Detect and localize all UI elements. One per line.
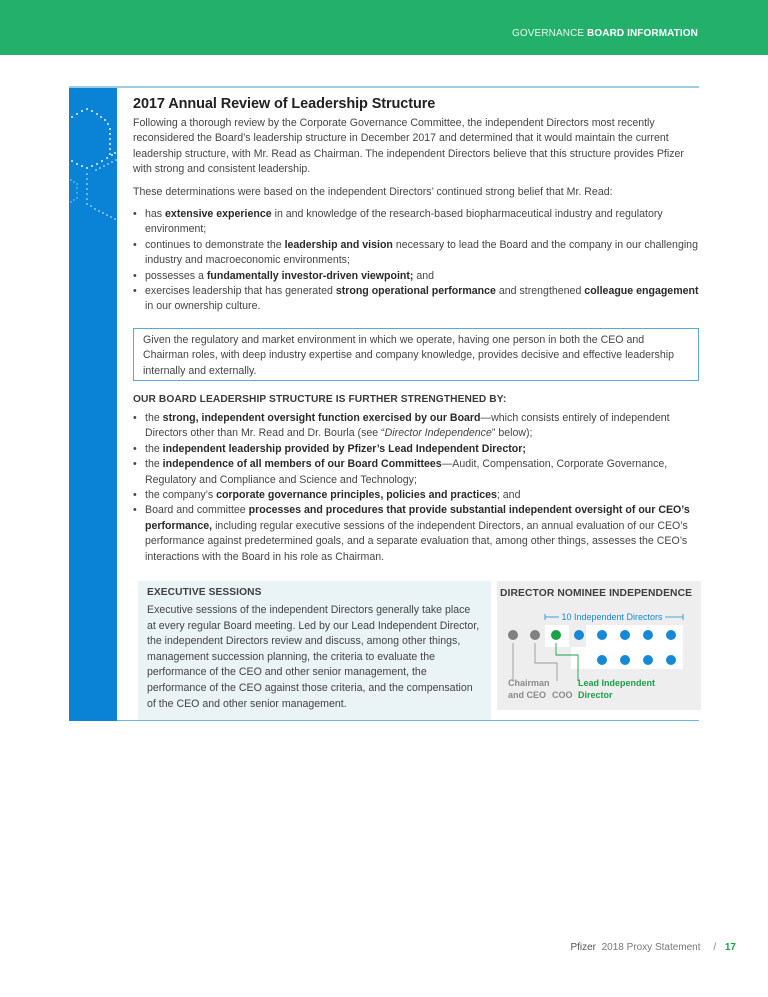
- intro-paragraph: Following a thorough review by the Corporate Governance Committee, the independent Directors most recently reconsidered the Board’s leadership structure in December 2017 and determined that it would maintain the current leadership structure, with Mr. Read as Chairman. The independent Directors believe that this structure provides Pfizer with strong and consistent leadership.: [133, 117, 684, 176]
- coo-label: COO: [552, 690, 573, 700]
- list-item: • exercises leadership that has generated strong operational performance and strengthened colleague engagement in our ownership culture.: [133, 284, 699, 315]
- independent-director-dot: [643, 655, 653, 665]
- list-item: • the strong, independent oversight function exercised by our Board—which consists entirely of independent Directors other than Mr. Read and Dr. Bourla (see “Director Independence” below);: [133, 411, 701, 442]
- section-title: 2017 Annual Review of Leadership Structure: [133, 96, 436, 112]
- independent-director-dot: [597, 630, 607, 640]
- coo-connector: [535, 643, 557, 681]
- strengthened-by-list: [133, 411, 701, 565]
- footer-brand: Pfizer: [570, 942, 597, 953]
- annual-review-section: [133, 96, 699, 315]
- independent-director-dot: [666, 630, 676, 640]
- lead-independent-director-label: Lead Independent Director: [578, 678, 656, 700]
- independent-director-dot: [620, 655, 630, 665]
- executive-sessions-text: Executive sessions of the independent Directors generally take place at every regular Board meeting. Led by our Lead Independent Director, the independent Directors review and discuss, among other things, management succession planning, the criteria to evaluate the performance of the CEO and other senior management, the performance of the CEO against those criteria, and the compensation of the CEO and other senior management.: [147, 604, 480, 710]
- strengthened-by-heading: OUR BOARD LEADERSHIP STRUCTURE IS FURTHER STRENGTHENED BY:: [133, 394, 507, 405]
- section-breadcrumb: [512, 28, 698, 39]
- director-independence-title: DIRECTOR NOMINEE INDEPENDENCE: [500, 588, 693, 599]
- breadcrumb-subsection: BOARD INFORMATION: [587, 28, 698, 39]
- list-item: • the independence of all members of our Board Committees—Audit, Compensation, Corporate Governance, Regulatory and Compliance and Science and Technology;: [133, 457, 701, 488]
- read-qualities-list: [133, 207, 699, 315]
- determinations-paragraph: These determinations were based on the independent Directors’ continued strong belief that Mr. Read:: [133, 185, 613, 198]
- ceo-chairman-callout: [133, 328, 699, 381]
- list-item: • Board and committee processes and procedures that provide substantial independent oversight of our CEO’s performance, including regular executive sessions of the independent Directors, an annual evaluation of our CEO’s performance against predetermined goals, and a separate evaluation that, among other things, assesses the CEO’s interactions with the Board in his role as Chairman.: [133, 503, 701, 565]
- executive-sessions-title: EXECUTIVE SESSIONS: [147, 587, 262, 598]
- independent-directors-label: 10 Independent Directors: [561, 612, 663, 622]
- chairman-ceo-label: Chairman and CEO: [508, 678, 550, 700]
- lead-independent-director-dot: [551, 630, 561, 640]
- independent-director-dot: [620, 630, 630, 640]
- director-independence-graphic: [497, 581, 701, 710]
- independent-director-dot: [574, 630, 584, 640]
- list-item: • has extensive experience in and knowledge of the research-based biopharmaceutical industry and regulatory environment;: [133, 207, 699, 238]
- list-item: • the company’s corporate governance principles, policies and practices; and: [133, 488, 701, 503]
- independent-director-dot: [643, 630, 653, 640]
- list-item: • possesses a fundamentally investor-driven viewpoint; and: [133, 269, 699, 284]
- page-number: 17: [724, 942, 736, 953]
- independent-director-dot: [666, 655, 676, 665]
- strengthened-by-section: [133, 411, 701, 565]
- non-independent-director-dot: [508, 630, 518, 640]
- header-bar: [0, 0, 768, 55]
- list-item: • continues to demonstrate the leadership and vision necessary to lead the Board and the company in our challenging industry and macroeconomic environments;: [133, 238, 699, 269]
- non-independent-director-dot: [530, 630, 540, 640]
- decorative-side-strip: [69, 88, 117, 721]
- page-footer: [570, 942, 736, 953]
- footer-document: 2018 Proxy Statement: [601, 942, 701, 953]
- panel-top-rule: [69, 86, 699, 88]
- executive-sessions-box: [138, 581, 491, 720]
- director-independence-reference: Director Independence: [384, 427, 492, 440]
- list-item: • the independent leadership provided by Pfizer’s Lead Independent Director;: [133, 442, 701, 457]
- hexagon-dots-decoration-icon: [69, 88, 117, 721]
- callout-text: Given the regulatory and market environment in which we operate, having one person in both the CEO and Chairman roles, with deep industry expertise and company knowledge, provides decisive and effective leadership internally and externally.: [143, 334, 674, 377]
- independent-director-dot: [597, 655, 607, 665]
- breadcrumb-section: GOVERNANCE: [512, 28, 585, 39]
- footer-separator: /: [713, 942, 717, 953]
